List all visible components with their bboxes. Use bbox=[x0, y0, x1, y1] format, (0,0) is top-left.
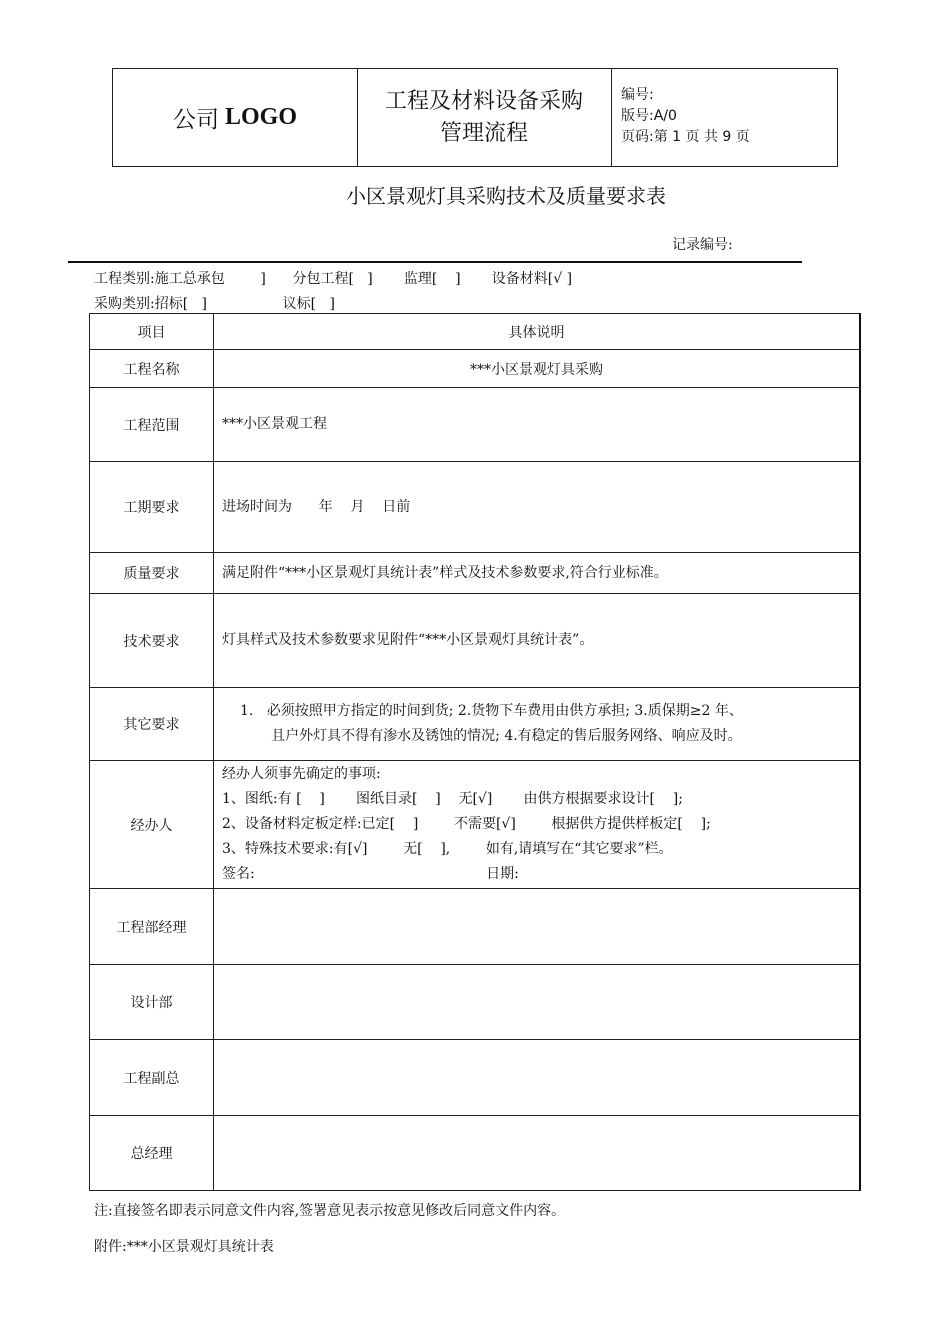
code-label: 编号: bbox=[621, 87, 654, 103]
document-title-line1: 工程及材料设备采购 bbox=[384, 88, 583, 114]
footnote: 注:直接签名即表示同意文件内容,签署意见表示按意见修改后同意文件内容。 bbox=[94, 1203, 566, 1219]
row-label-handler: 经办人 bbox=[90, 761, 214, 889]
row-label-project-name: 工程名称 bbox=[90, 350, 214, 388]
row-value-technical: 灯具样式及技术参数要求见附件“***小区景观灯具统计表”。 bbox=[214, 594, 861, 688]
row-value-scope: ***小区景观工程 bbox=[214, 388, 861, 462]
other-line-1: 1. 必须按照甲方指定的时间到货; 2.货物下车费用由供方承担; 3.质保期≥2 年、 bbox=[240, 703, 743, 719]
handler-line-1: 经办人须事先确定的事项: bbox=[222, 766, 381, 782]
table-row bbox=[90, 388, 861, 462]
document-meta bbox=[621, 85, 750, 148]
header-description: 具体说明 bbox=[214, 314, 861, 350]
row-value-deputy-gm[interactable] bbox=[214, 1040, 861, 1116]
record-number-label: 记录编号: bbox=[672, 237, 733, 253]
table-row bbox=[90, 688, 861, 761]
row-value-eng-manager[interactable] bbox=[214, 889, 861, 965]
document-title-cell bbox=[357, 69, 612, 166]
table-row bbox=[90, 553, 861, 594]
row-label-design-dept: 设计部 bbox=[90, 965, 214, 1040]
table-row bbox=[90, 761, 861, 889]
document-header bbox=[112, 68, 838, 167]
handler-line-5: 签名: 日期: bbox=[222, 866, 519, 882]
handler-line-2: 1、图纸:有 [ ] 图纸目录[ ] 无[√] 由供方根据要求设计[ ]; bbox=[222, 791, 683, 807]
company-logo bbox=[113, 69, 358, 166]
table-row bbox=[90, 462, 861, 553]
row-value-quality: 满足附件“***小区景观灯具统计表”样式及技术参数要求,符合行业标准。 bbox=[214, 553, 861, 594]
version-label: 版号:A/0 bbox=[621, 108, 677, 124]
row-label-scope: 工程范围 bbox=[90, 388, 214, 462]
handler-line-4: 3、特殊技术要求:有[√] 无[ ], 如有,请填写在“其它要求”栏。 bbox=[222, 841, 673, 857]
row-value-other bbox=[214, 688, 861, 761]
logo-word: LOGO bbox=[224, 104, 297, 130]
table-row bbox=[90, 1116, 861, 1191]
table-header-row bbox=[90, 314, 861, 350]
row-label-schedule: 工期要求 bbox=[90, 462, 214, 553]
row-value-design-dept[interactable] bbox=[214, 965, 861, 1040]
row-value-gm[interactable] bbox=[214, 1116, 861, 1191]
row-label-technical: 技术要求 bbox=[90, 594, 214, 688]
logo-prefix: 公司 bbox=[172, 107, 219, 133]
table-row bbox=[90, 350, 861, 388]
page-info: 页码:第 1 页 共 9 页 bbox=[621, 129, 750, 145]
divider bbox=[68, 261, 802, 263]
row-label-deputy-gm: 工程副总 bbox=[90, 1040, 214, 1116]
form-title: 小区景观灯具采购技术及质量要求表 bbox=[346, 184, 666, 208]
other-line-2: 且户外灯具不得有渗水及锈蚀的情况; 4.有稳定的售后服务网络、响应及时。 bbox=[240, 728, 742, 744]
row-label-other: 其它要求 bbox=[90, 688, 214, 761]
table-row bbox=[90, 594, 861, 688]
purchase-category: 采购类别:招标[ ] 议标[ ] bbox=[94, 296, 335, 312]
handler-line-3: 2、设备材料定板定样:已定[ ] 不需要[√] 根据供方提供样板定[ ]; bbox=[222, 816, 711, 832]
row-value-schedule: 进场时间为 年 月 日前 bbox=[214, 462, 861, 553]
row-value-project-name: ***小区景观灯具采购 bbox=[214, 350, 861, 388]
document-title-line2: 管理流程 bbox=[439, 120, 528, 146]
attachment-note: 附件:***小区景观灯具统计表 bbox=[94, 1239, 274, 1255]
row-label-quality: 质量要求 bbox=[90, 553, 214, 594]
row-label-eng-manager: 工程部经理 bbox=[90, 889, 214, 965]
project-category: 工程类别:施工总承包 ] 分包工程[ ] 监理[ ] 设备材料[√ ] bbox=[94, 271, 573, 287]
table-row bbox=[90, 1040, 861, 1116]
table-row bbox=[90, 965, 861, 1040]
requirements-table bbox=[89, 313, 861, 1191]
header-item: 项目 bbox=[90, 314, 214, 350]
row-value-handler bbox=[214, 761, 861, 889]
table-row bbox=[90, 889, 861, 965]
row-label-gm: 总经理 bbox=[90, 1116, 214, 1191]
